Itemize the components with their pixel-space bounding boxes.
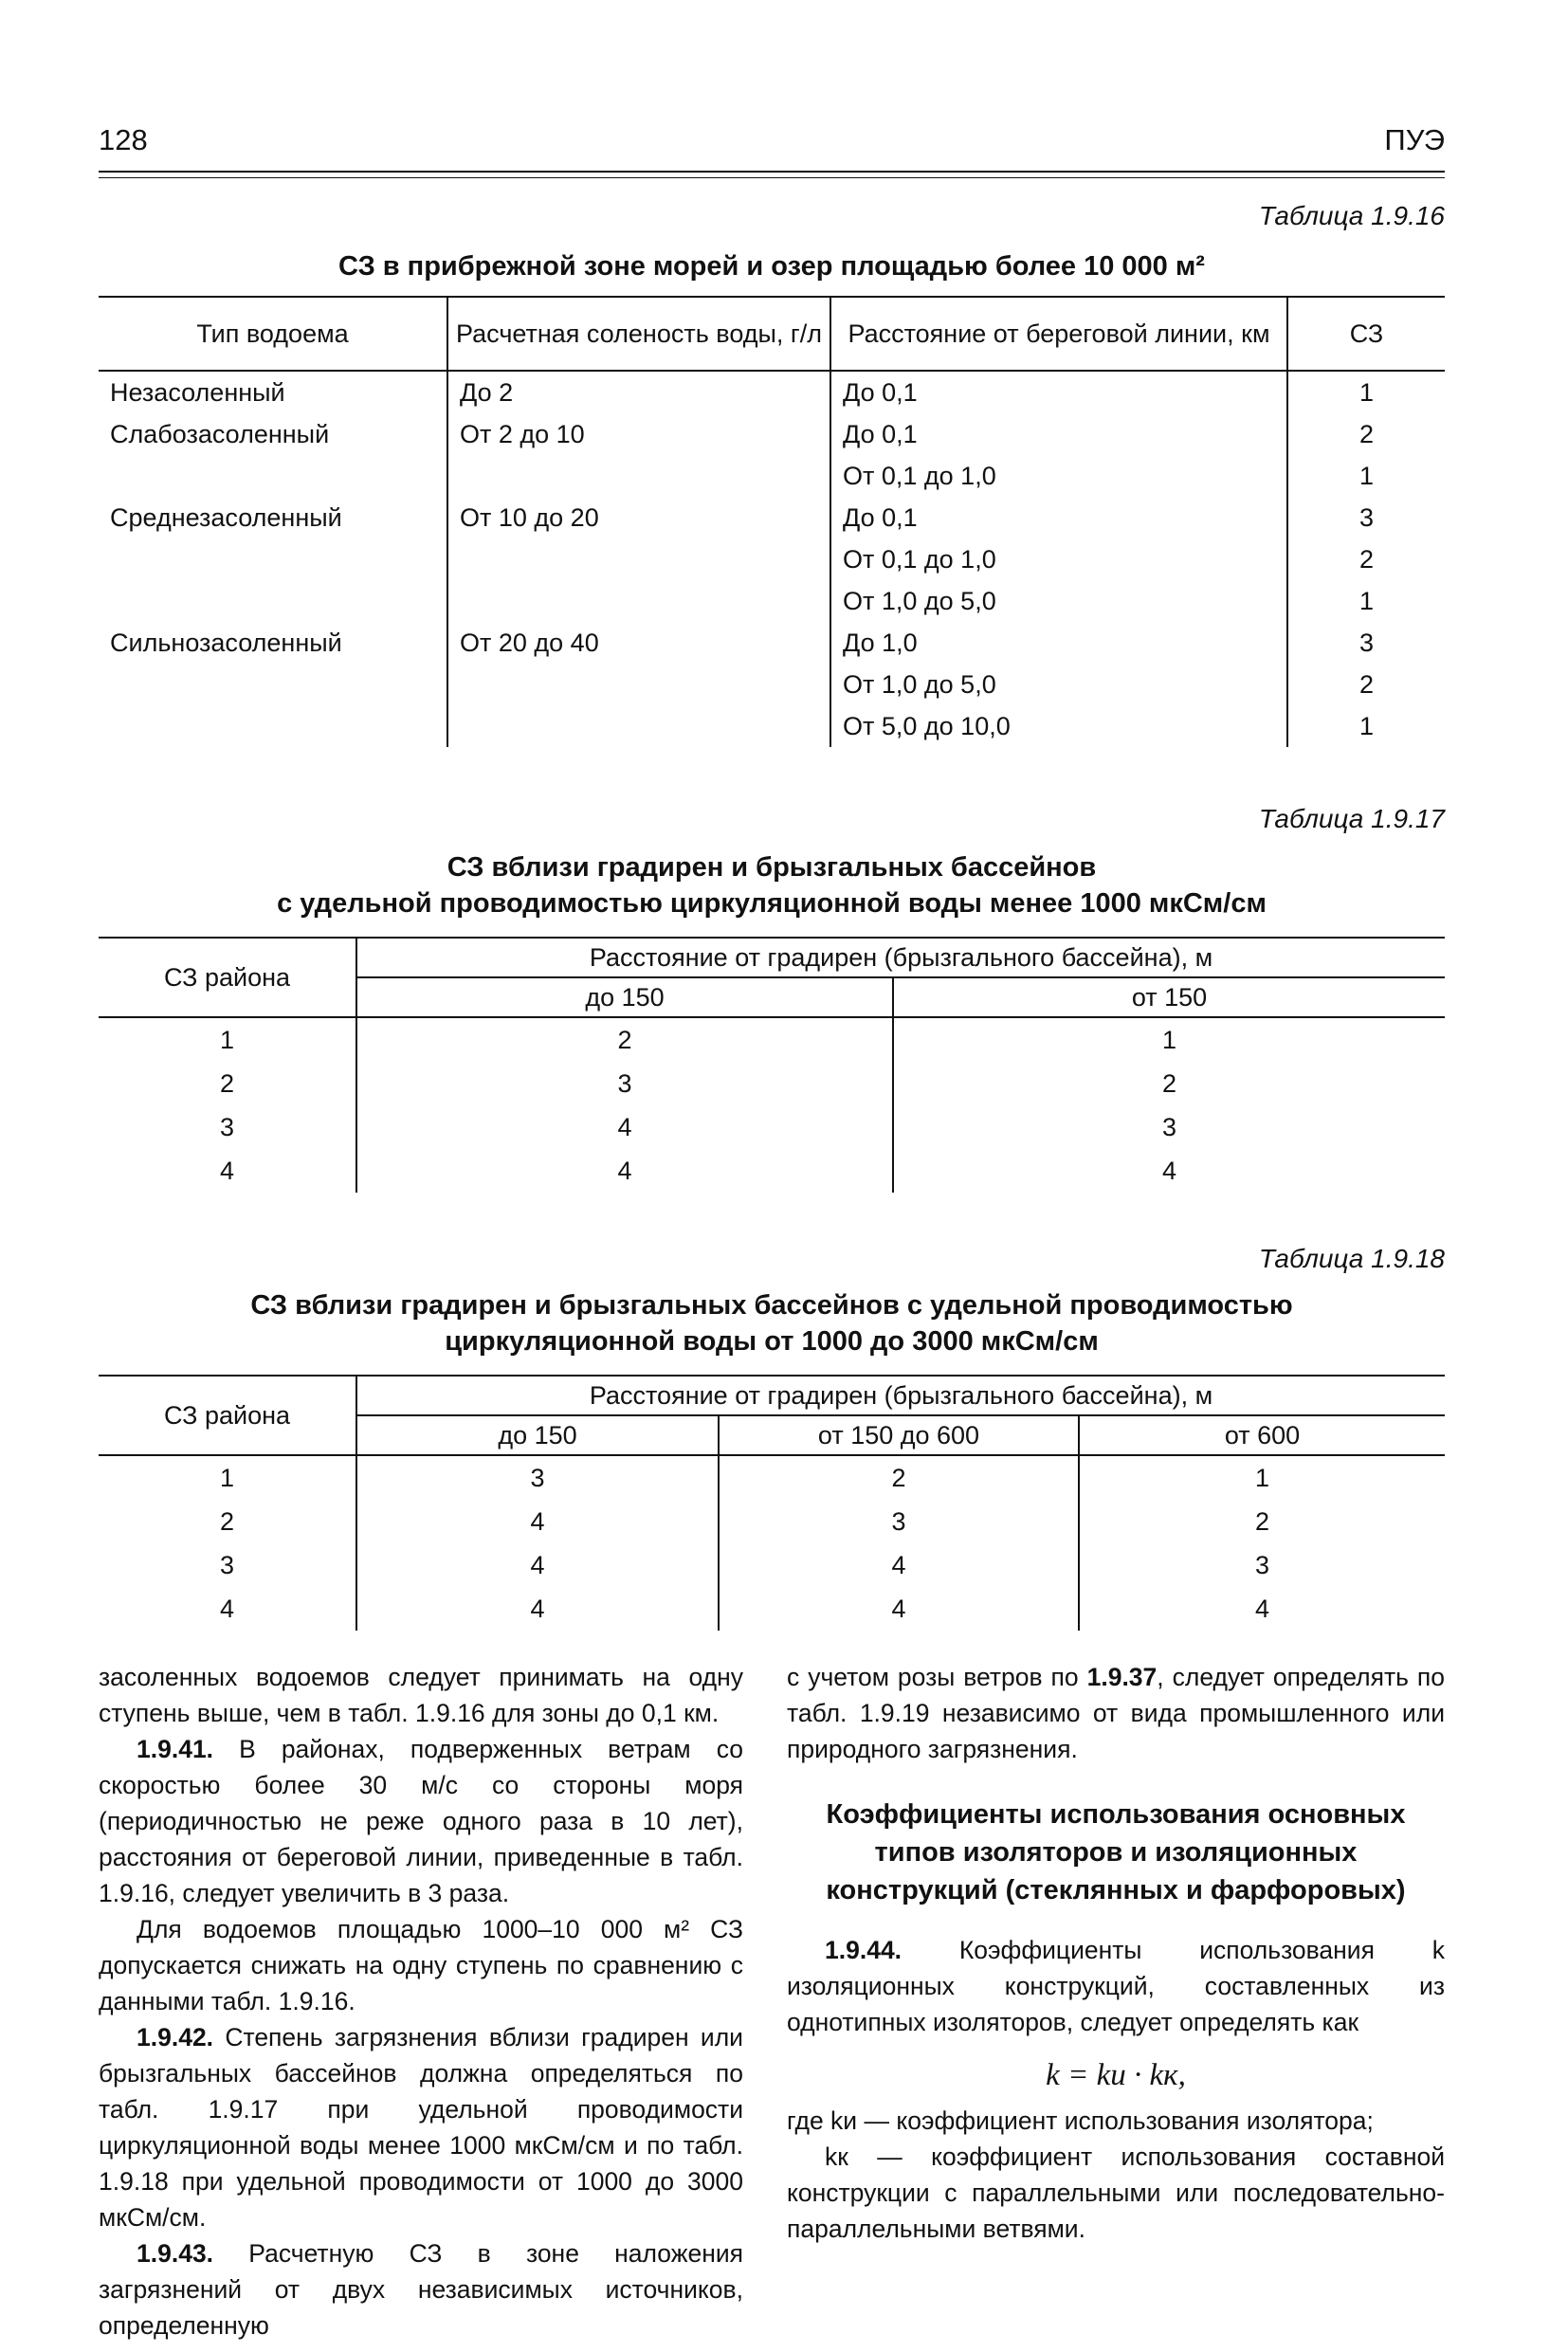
table-cell: 1 bbox=[1287, 455, 1445, 497]
text-column-left bbox=[99, 1659, 743, 2343]
table-cell: 4 bbox=[356, 1543, 719, 1587]
table-cell bbox=[99, 455, 447, 497]
table-title: СЗ в прибрежной зоне морей и озер площадью более 10 000 м² bbox=[338, 251, 1205, 282]
paragraph: засоленных водоемов следует принимать на одну ступень выше, чем в табл. 1.9.16 для зоны до 0,1 км. bbox=[99, 1663, 743, 1727]
table-cell bbox=[447, 455, 830, 497]
paragraph-1942 bbox=[99, 2019, 743, 2235]
text-column-right bbox=[787, 1659, 1445, 2247]
column-header: от 600 bbox=[1079, 1415, 1445, 1455]
table-cell: Незасоленный bbox=[110, 377, 285, 407]
column-header: СЗ района bbox=[99, 1376, 356, 1455]
table-cell: 1 bbox=[1287, 371, 1445, 413]
table-cell bbox=[99, 580, 447, 622]
table-cell: Слабозасоленный bbox=[110, 419, 330, 448]
formula: k = kи · kк, bbox=[1046, 2058, 1186, 2092]
table-cell: 2 bbox=[1287, 538, 1445, 580]
clause-number: 1.9.44. bbox=[825, 1936, 903, 1964]
table-cell: От 20 до 40 bbox=[447, 622, 830, 664]
table-cell bbox=[447, 538, 830, 580]
clause-number: 1.9.43. bbox=[137, 2239, 214, 2268]
table-title bbox=[99, 1287, 1445, 1359]
column-header: до 150 bbox=[356, 977, 893, 1017]
paragraph bbox=[787, 1659, 1445, 1767]
table-row bbox=[99, 705, 1445, 747]
table-row bbox=[99, 1017, 1445, 1062]
table-1917 bbox=[99, 937, 1445, 1193]
table-cell: 1 bbox=[1079, 1455, 1445, 1500]
table-cell: 1 bbox=[1287, 580, 1445, 622]
table-cell: Среднезасоленный bbox=[110, 502, 342, 532]
paragraph: Для водоемов площадью 1000–10 000 м² СЗ допускается снижать на одну ступень по сравнению с данными табл. 1.9.16. bbox=[99, 1915, 743, 2015]
table-cell: 1 bbox=[219, 1463, 235, 1492]
clause-number: 1.9.41. bbox=[137, 1735, 214, 1763]
column-header: Расчетная соленость воды, г/л bbox=[447, 297, 830, 371]
table-cell: От 10 до 20 bbox=[447, 497, 830, 538]
table-cell: 2 bbox=[219, 1068, 235, 1098]
table-title-line: с удельной проводимостью циркуляционной воды менее 1000 мкСм/см bbox=[277, 888, 1267, 919]
table-row bbox=[99, 1062, 1445, 1105]
table-title-line: циркуляционной воды от 1000 до 3000 мкСм/см bbox=[445, 1326, 1099, 1357]
table-cell bbox=[99, 664, 447, 705]
table-label: Таблица 1.9.18 bbox=[1258, 1244, 1445, 1273]
table-row bbox=[99, 413, 1445, 455]
table-cell: 4 bbox=[356, 1587, 719, 1631]
column-header: СЗ района bbox=[99, 938, 356, 1017]
table-cell: До 1,0 bbox=[830, 622, 1287, 664]
table-label: Таблица 1.9.17 bbox=[1258, 804, 1445, 833]
table-cell: От 5,0 до 10,0 bbox=[830, 705, 1287, 747]
table-cell: 4 bbox=[719, 1543, 1079, 1587]
table-cell: От 1,0 до 5,0 bbox=[830, 580, 1287, 622]
table-title-line: СЗ вблизи градирен и брызгальных бассейнов bbox=[447, 852, 1097, 883]
table-1918 bbox=[99, 1375, 1445, 1631]
table-cell: 2 bbox=[893, 1062, 1445, 1105]
table-label: Таблица 1.9.16 bbox=[1258, 201, 1445, 230]
table-cell: 2 bbox=[1287, 664, 1445, 705]
table-cell: До 0,1 bbox=[830, 413, 1287, 455]
clause-number: 1.9.42. bbox=[137, 2023, 214, 2051]
running-header bbox=[99, 119, 1445, 167]
table-cell: 4 bbox=[1079, 1587, 1445, 1631]
table-cell: До 2 bbox=[447, 371, 830, 413]
column-group-header: Расстояние от градирен (брызгального бассейна), м bbox=[356, 938, 1445, 977]
table-cell: 2 bbox=[1079, 1500, 1445, 1543]
table-cell: До 0,1 bbox=[830, 371, 1287, 413]
table-cell bbox=[99, 538, 447, 580]
table-cell: 3 bbox=[893, 1105, 1445, 1149]
table-row bbox=[99, 371, 1445, 413]
table-row bbox=[99, 1105, 1445, 1149]
paragraph-1941 bbox=[99, 1731, 743, 1911]
table-cell: 2 bbox=[719, 1455, 1079, 1500]
table-cell: От 1,0 до 5,0 bbox=[830, 664, 1287, 705]
table-cell: 3 bbox=[719, 1500, 1079, 1543]
definition-ki: где kи — коэффициент использования изолятора; bbox=[787, 2106, 1374, 2135]
table-cell: 3 bbox=[1287, 497, 1445, 538]
column-header: Расстояние от береговой линии, км bbox=[830, 297, 1287, 371]
paragraph-1943 bbox=[99, 2235, 743, 2343]
table-cell: 2 bbox=[356, 1017, 893, 1062]
table-cell: 4 bbox=[356, 1500, 719, 1543]
table-row bbox=[99, 580, 1445, 622]
table-cell: 1 bbox=[893, 1017, 1445, 1062]
page-number: 128 bbox=[99, 123, 148, 156]
table-cell: 4 bbox=[356, 1105, 893, 1149]
table-cell: 3 bbox=[356, 1062, 893, 1105]
table-cell: 4 bbox=[356, 1149, 893, 1193]
table-row bbox=[99, 455, 1445, 497]
column-header: от 150 до 600 bbox=[719, 1415, 1079, 1455]
table-row bbox=[99, 1587, 1445, 1631]
table-cell: 4 bbox=[893, 1149, 1445, 1193]
table-row bbox=[99, 1149, 1445, 1193]
table-cell bbox=[447, 664, 830, 705]
table-title bbox=[99, 849, 1445, 921]
table-cell: Сильнозасоленный bbox=[110, 628, 342, 657]
table-cell: От 2 до 10 bbox=[447, 413, 830, 455]
column-header: СЗ bbox=[1287, 297, 1445, 371]
table-cell: До 0,1 bbox=[830, 497, 1287, 538]
table-cell: 4 bbox=[219, 1156, 235, 1185]
table-cell: От 0,1 до 1,0 bbox=[830, 538, 1287, 580]
table-cell bbox=[99, 705, 447, 747]
table-cell: 3 bbox=[356, 1455, 719, 1500]
table-cell: 4 bbox=[219, 1594, 235, 1623]
paragraph-text: Коэффициенты использования k изоляционных конструкций, составленных из однотипных изоляторов, следует определять как bbox=[787, 1936, 1445, 2036]
table-cell: 3 bbox=[1079, 1543, 1445, 1587]
table-row bbox=[99, 1500, 1445, 1543]
table-cell: 3 bbox=[219, 1550, 235, 1579]
table-cell: 2 bbox=[219, 1506, 235, 1536]
column-header: от 150 bbox=[893, 977, 1445, 1017]
column-group-header: Расстояние от градирен (брызгального бассейна), м bbox=[356, 1376, 1445, 1415]
column-header: Тип водоема bbox=[99, 297, 447, 371]
table-cell: 3 bbox=[219, 1112, 235, 1141]
paragraph-text: с учетом розы ветров по bbox=[787, 1663, 1087, 1691]
definition-kk: kк — коэффициент использования составной конструкции с параллельными или последовательно-параллельными ветвями. bbox=[787, 2142, 1445, 2243]
table-cell: От 0,1 до 1,0 bbox=[830, 455, 1287, 497]
column-header: до 150 bbox=[356, 1415, 719, 1455]
section-title: Коэффициенты использования основных типов изоляторов и изоляционных конструкций (стеклянных и фарфоровых) bbox=[826, 1799, 1406, 1905]
table-cell: 1 bbox=[1287, 705, 1445, 747]
paragraph-text: В районах, подверженных ветрам со скоростью более 30 м/с со стороны моря (периодичностью не реже одного раза в 10 лет), расстояния от береговой линии, приведенные в табл. 1.9.16, следует увеличить в 3 раза. bbox=[99, 1735, 743, 1907]
header-rule-thin bbox=[99, 177, 1445, 178]
paragraph-text: , следует определять по табл. 1.9.19 независимо от вида промышленного или природного загрязнения. bbox=[787, 1663, 1445, 1763]
clause-reference: 1.9.37 bbox=[1086, 1663, 1158, 1691]
table-row bbox=[99, 538, 1445, 580]
table-cell bbox=[447, 580, 830, 622]
paragraph-1944 bbox=[787, 1932, 1445, 2040]
table-row bbox=[99, 1455, 1445, 1500]
table-row bbox=[99, 1543, 1445, 1587]
table-row bbox=[99, 497, 1445, 538]
table-1916 bbox=[99, 296, 1445, 747]
header-rule bbox=[99, 171, 1445, 173]
table-cell: 3 bbox=[1287, 622, 1445, 664]
table-row bbox=[99, 622, 1445, 664]
paragraph-text: Расчетную СЗ в зоне наложения загрязнений от двух независимых источников, определенную bbox=[99, 2239, 743, 2340]
table-cell: 4 bbox=[719, 1587, 1079, 1631]
book-title: ПУЭ bbox=[1384, 123, 1445, 156]
table-cell: 1 bbox=[219, 1025, 235, 1054]
table-cell bbox=[447, 705, 830, 747]
paragraph-text: Степень загрязнения вблизи градирен или брызгальных бассейнов должна определяться по табл. 1.9.17 при удельной проводимости циркуляционной воды менее 1000 мкСм/см и по табл. 1.9.18 при удельной проводимости от 1000 до 3000 мкСм/см. bbox=[99, 2023, 743, 2232]
table-title-line: СЗ вблизи градирен и брызгальных бассейнов с удельной проводимостью bbox=[250, 1290, 1293, 1321]
table-row bbox=[99, 664, 1445, 705]
table-cell: 2 bbox=[1287, 413, 1445, 455]
